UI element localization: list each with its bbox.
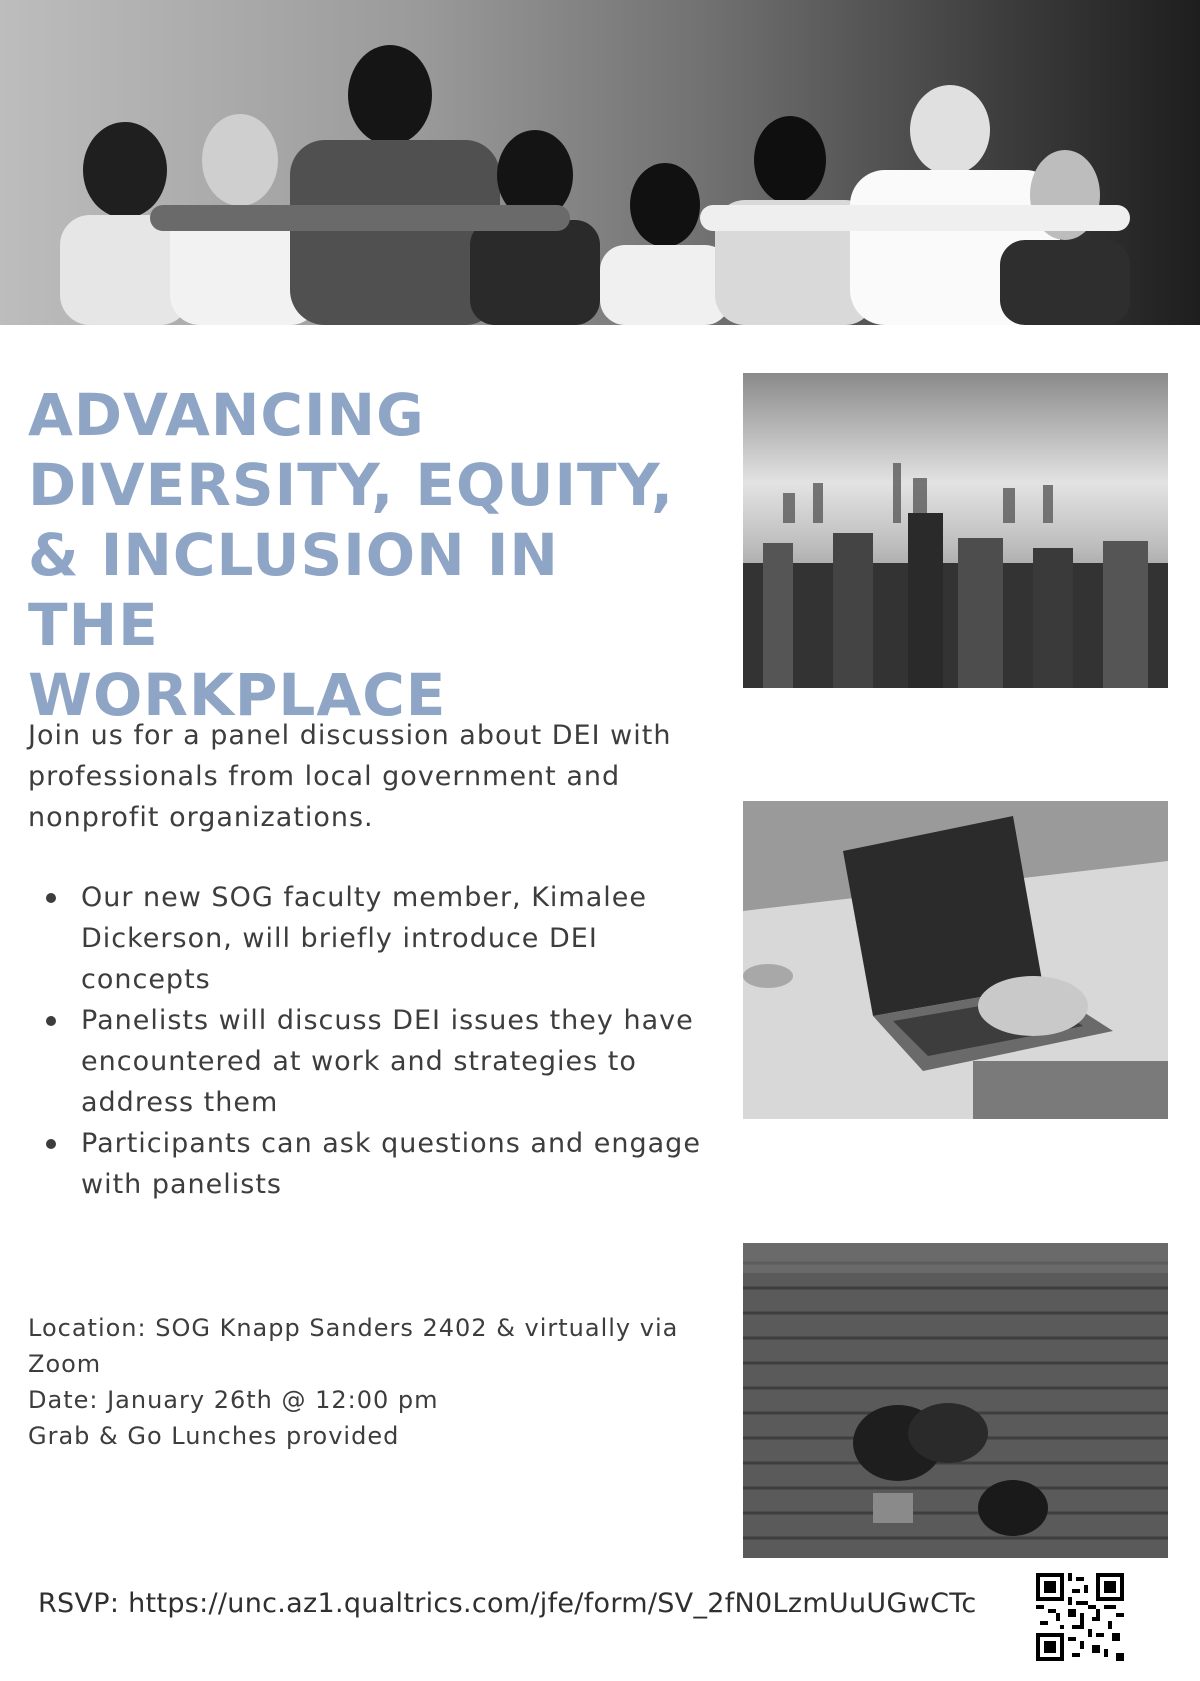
lunch-text: Grab & Go Lunches provided (28, 1422, 400, 1450)
event-title (28, 380, 708, 730)
bullet-icon (46, 1139, 56, 1149)
date-text: Date: January 26th @ 12:00 pm (28, 1386, 439, 1414)
qr-code-icon (1036, 1573, 1124, 1661)
title-line: WORKPLACE (28, 661, 447, 729)
title-line: DIVERSITY, EQUITY, (28, 451, 675, 519)
city-skyline-photo (743, 373, 1168, 688)
list-item (28, 1000, 708, 1123)
list-item (28, 877, 708, 1000)
bullet-icon (46, 893, 56, 903)
list-item-text: Our new SOG faculty member, Kimalee Dickerson, will briefly introduce DEI concepts (81, 882, 647, 995)
rooftop-deck-photo (743, 1243, 1168, 1558)
hero-photo-group (0, 0, 1200, 325)
bullet-icon (46, 1016, 56, 1026)
laptop-photo (743, 801, 1168, 1119)
event-details (28, 1310, 708, 1454)
list-item (28, 1123, 708, 1205)
intro-paragraph: Join us for a panel discussion about DEI with professionals from local government and nonprofit organizations. (28, 720, 672, 833)
location-text: Location: SOG Knapp Sanders 2402 & virtually via Zoom (28, 1314, 679, 1378)
list-item-text: Panelists will discuss DEI issues they have encountered at work and strategies to address them (81, 1005, 694, 1118)
agenda-list (28, 877, 708, 1205)
rsvp-link[interactable]: RSVP: https://unc.az1.qualtrics.com/jfe/form/SV_2fN0LzmUuUGwCTc (38, 1588, 977, 1619)
title-line: & INCLUSION IN THE (28, 521, 559, 659)
title-line: ADVANCING (28, 381, 425, 449)
list-item-text: Participants can ask questions and engage with panelists (81, 1128, 701, 1200)
